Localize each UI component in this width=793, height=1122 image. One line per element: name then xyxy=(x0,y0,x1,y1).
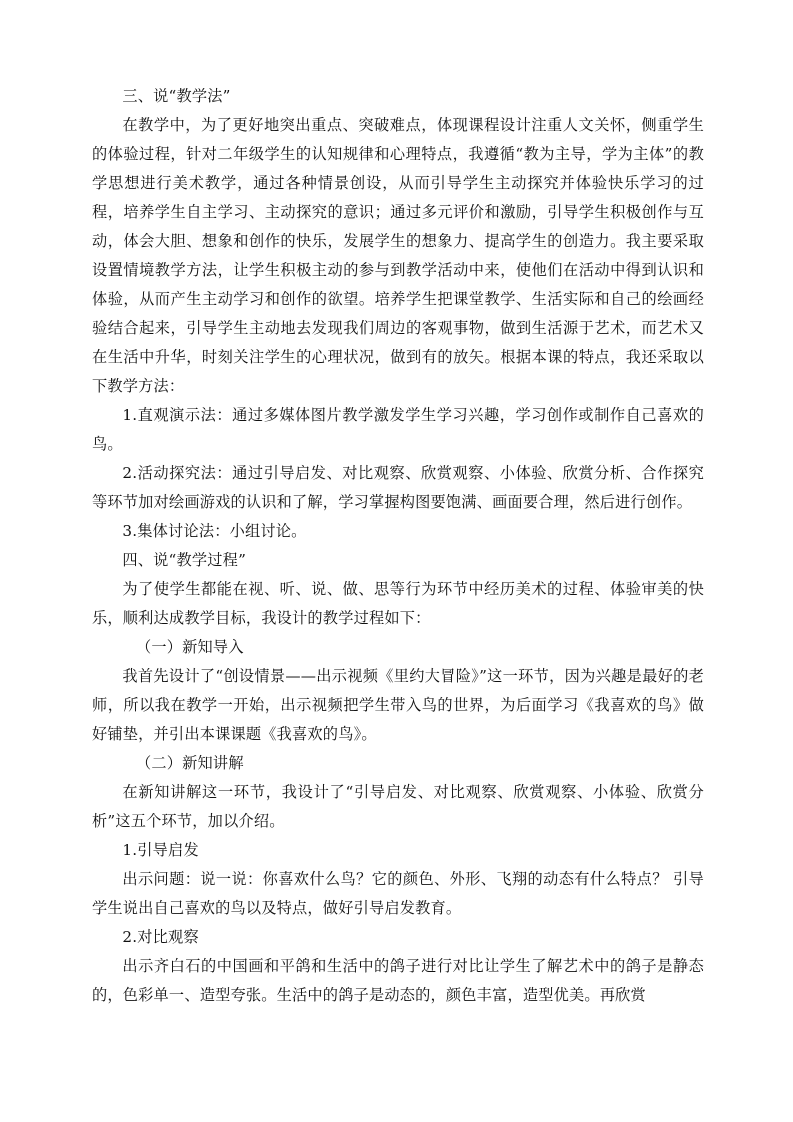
subheading-new-knowledge-explain: （二）新知讲解 xyxy=(136,754,244,772)
subheading-new-knowledge-intro: （一）新知导入 xyxy=(136,638,244,656)
paragraph-new-knowledge-intro: 我首先设计了“创设情景——出示视频《里约大冒险》”这一环节，因为兴趣是最好的老师，所以我在教学一开始，出示视频把学生带入鸟的世界，为后面学习《我喜欢的鸟》做好铺垫，并引出本课课题《我喜欢的鸟》。 xyxy=(92,667,704,743)
section-heading-teaching-method: 三、说“教学法” xyxy=(122,87,231,105)
paragraph-comparison: 出示齐白石的中国画和平鸽和生活中的鸽子进行对比让学生了解艺术中的鸽子是静态的，色彩单一、造型夸张。生活中的鸽子是动态的，颜色丰富，造型优美。再欣赏 xyxy=(92,957,704,1004)
paragraph-guidance: 出示问题：说一说：你喜欢什么鸟？它的颜色、外形、飞翔的动态有什么特点？ 引导学生说出自己喜欢的鸟以及特点，做好引导启发教育。 xyxy=(92,870,704,917)
paragraph-teaching-method: 在教学中，为了更好地突出重点、突破难点，体现课程设计注重人文关怀，侧重学生的体验过程，针对二年级学生的认知规律和心理特点，我遵循“教为主导，学为主体”的教学思想进行美术教学，通过各种情景创设，从而引导学生主动探究并体验快乐学习的过程，培养学生自主学习、主动探究的意识；通过多元评价和激励，引导学生积极创作与互动，体会大胆、想象和创作的快乐，发展学生的想象力、提高学生的创造力。我主要采取设置情境教学方法，让学生积极主动的参与到教学活动中来，使他们在活动中得到认识和体验，从而产生主动学习和创作的欲望。培养学生把课堂教学、生活实际和自己的绘画经验结合起来，引导学生主动地去发现我们周边的客观事物，做到生活源于艺术，而艺术又在生活中升华，时刻关注学生的心理状况，做到有的放矢。根据本课的特点，我还采取以下教学方法： xyxy=(92,116,704,395)
document-body xyxy=(92,82,704,1010)
paragraph-method-2: 2.活动探究法：通过引导启发、对比观察、欣赏观察、小体验、欣赏分析、合作探究等环节加对绘画游戏的认识和了解，学习掌握构图要饱满、画面要合理，然后进行创作。 xyxy=(92,464,704,511)
paragraph-new-knowledge-explain: 在新知讲解这一环节，我设计了“引导启发、对比观察、欣赏观察、小体验、欣赏分析”这五个环节，加以介绍。 xyxy=(92,783,704,830)
item-heading-comparison: 2.对比观察 xyxy=(122,928,199,946)
section-heading-teaching-process: 四、说“教学过程” xyxy=(122,551,247,569)
item-heading-guidance: 1.引导启发 xyxy=(122,841,199,859)
paragraph-method-1: 1.直观演示法：通过多媒体图片教学激发学生学习兴趣，学习创作或制作自己喜欢的鸟。 xyxy=(92,406,704,453)
paragraph-process-intro: 为了使学生都能在视、听、说、做、思等行为环节中经历美术的过程、体验审美的快乐，顺利达成教学目标，我设计的教学过程如下： xyxy=(92,580,704,627)
paragraph-method-3: 3.集体讨论法：小组讨论。 xyxy=(122,522,307,540)
